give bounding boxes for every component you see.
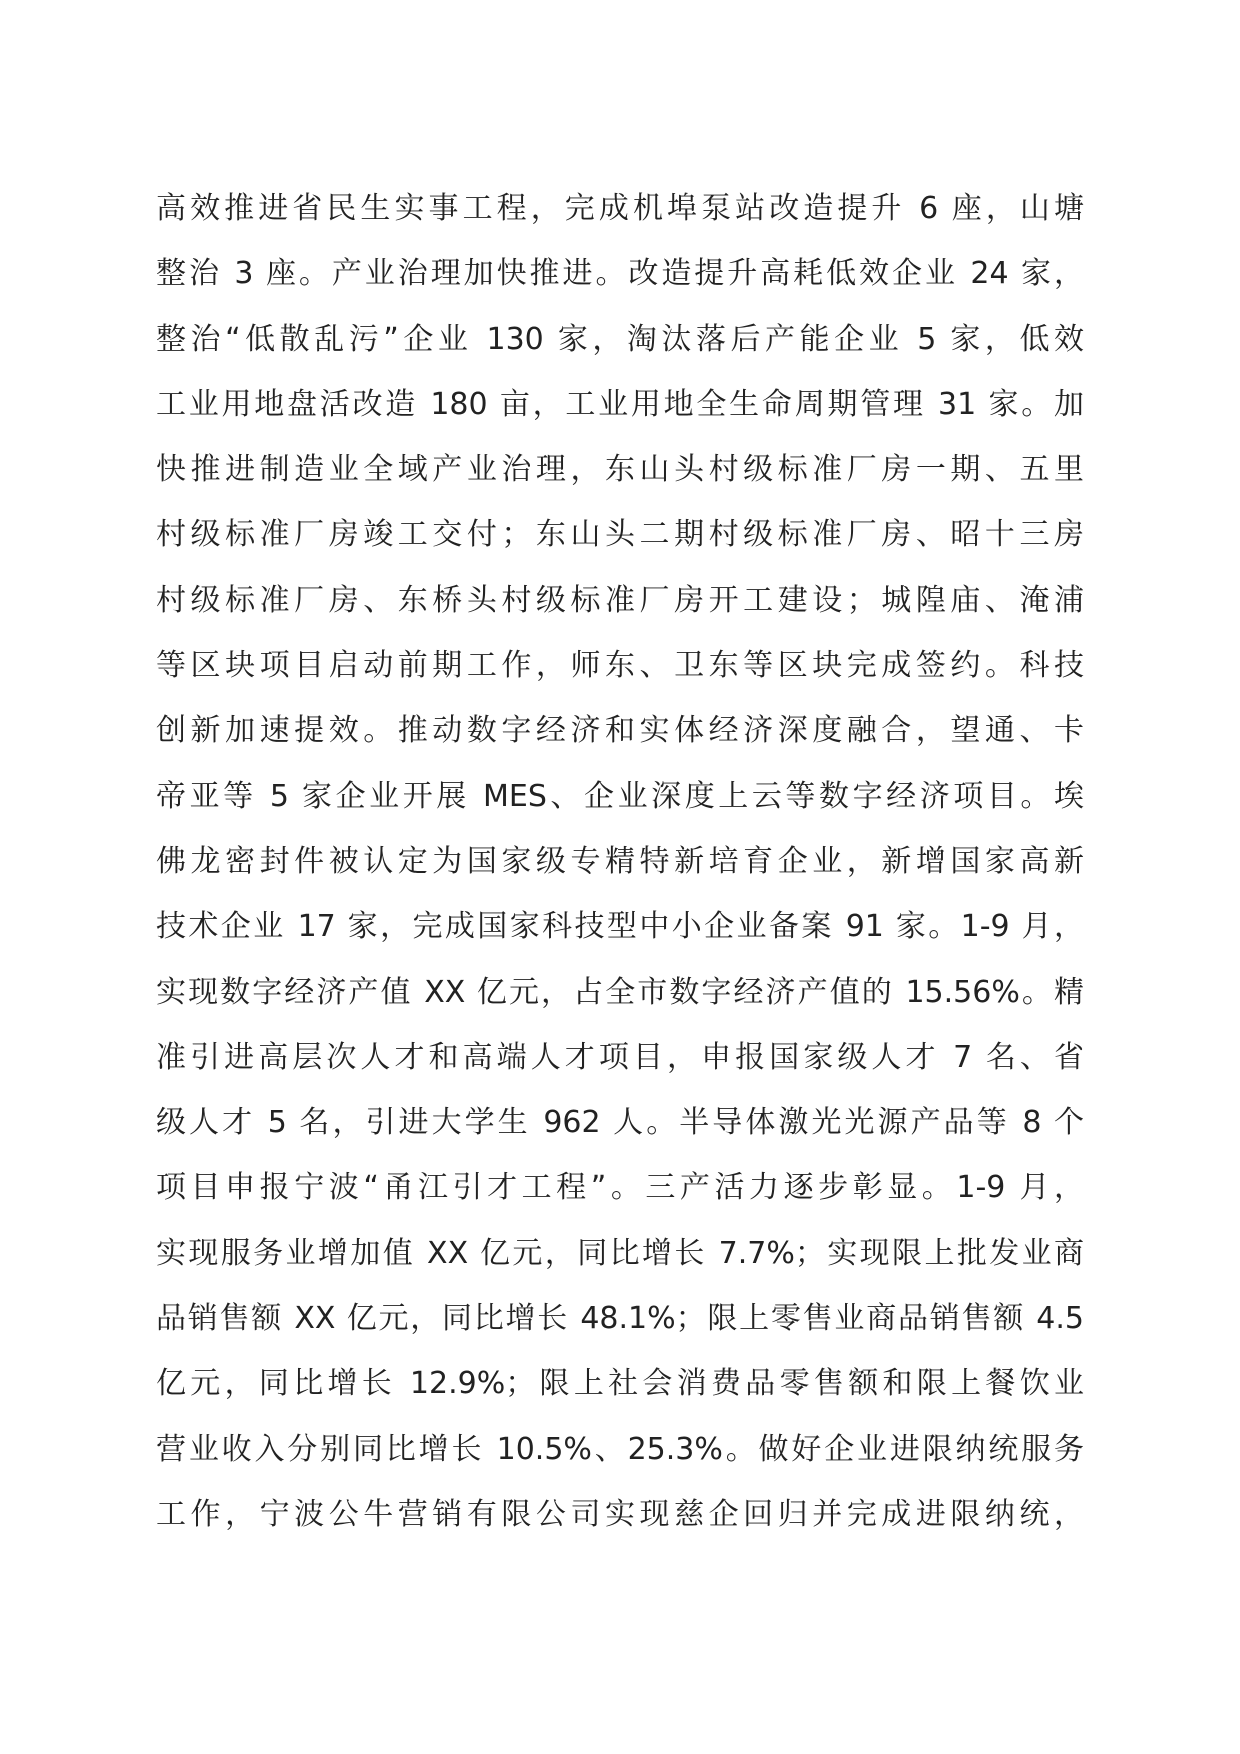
text-line: 工业用地盘活改造 180 亩，工业用地全生命周期管理 31 家。加 <box>156 386 1084 422</box>
text-line: 级人才 5 名，引进大学生 962 人。半导体激光光源产品等 8 个 <box>156 1105 1084 1141</box>
text-line: 村级标准厂房竣工交付；东山头二期村级标准厂房、昭十三房 <box>156 517 1084 553</box>
text-line: 村级标准厂房、东桥头村级标准厂房开工建设；城隍庙、淹浦 <box>156 582 1084 618</box>
text-line: 项目申报宁波“甬江引才工程”。三产活力逐步彰显。1-9 月， <box>156 1170 1084 1206</box>
body-text <box>156 186 1084 1557</box>
text-line: 帝亚等 5 家企业开展 MES、企业深度上云等数字经济项目。埃 <box>156 778 1084 814</box>
text-line: 营业收入分别同比增长 10.5%、25.3%。做好企业进限纳统服务 <box>156 1431 1084 1467</box>
text-line: 技术企业 17 家，完成国家科技型中小企业备案 91 家。1-9 月， <box>156 909 1084 945</box>
text-line: 实现数字经济产值 XX 亿元，占全市数字经济产值的 15.56%。精 <box>156 974 1084 1010</box>
text-line: 实现服务业增加值 XX 亿元，同比增长 7.7%；实现限上批发业商 <box>156 1235 1084 1271</box>
text-line: 整治 3 座。产业治理加快推进。改造提升高耗低效企业 24 家， <box>156 256 1084 292</box>
text-line: 工作，宁波公牛营销有限公司实现慈企回归并完成进限纳统， <box>156 1496 1084 1532</box>
text-line: 佛龙密封件被认定为国家级专精特新培育企业，新增国家高新 <box>156 843 1084 879</box>
text-line: 整治“低散乱污”企业 130 家，淘汰落后产能企业 5 家，低效 <box>156 321 1084 357</box>
text-line: 高效推进省民生实事工程，完成机埠泵站改造提升 6 座，山塘 <box>156 191 1084 226</box>
text-line: 创新加速提效。推动数字经济和实体经济深度融合，望通、卡 <box>156 713 1084 749</box>
text-line: 快推进制造业全域产业治理，东山头村级标准厂房一期、五里 <box>156 452 1084 488</box>
text-line: 等区块项目启动前期工作，师东、卫东等区块完成签约。科技 <box>156 648 1084 684</box>
text-line: 准引进高层次人才和高端人才项目，申报国家级人才 7 名、省 <box>156 1039 1084 1075</box>
text-line: 品销售额 XX 亿元，同比增长 48.1%；限上零售业商品销售额 4.5 <box>156 1301 1084 1337</box>
text-line: 亿元，同比增长 12.9%；限上社会消费品零售额和限上餐饮业 <box>156 1366 1084 1402</box>
